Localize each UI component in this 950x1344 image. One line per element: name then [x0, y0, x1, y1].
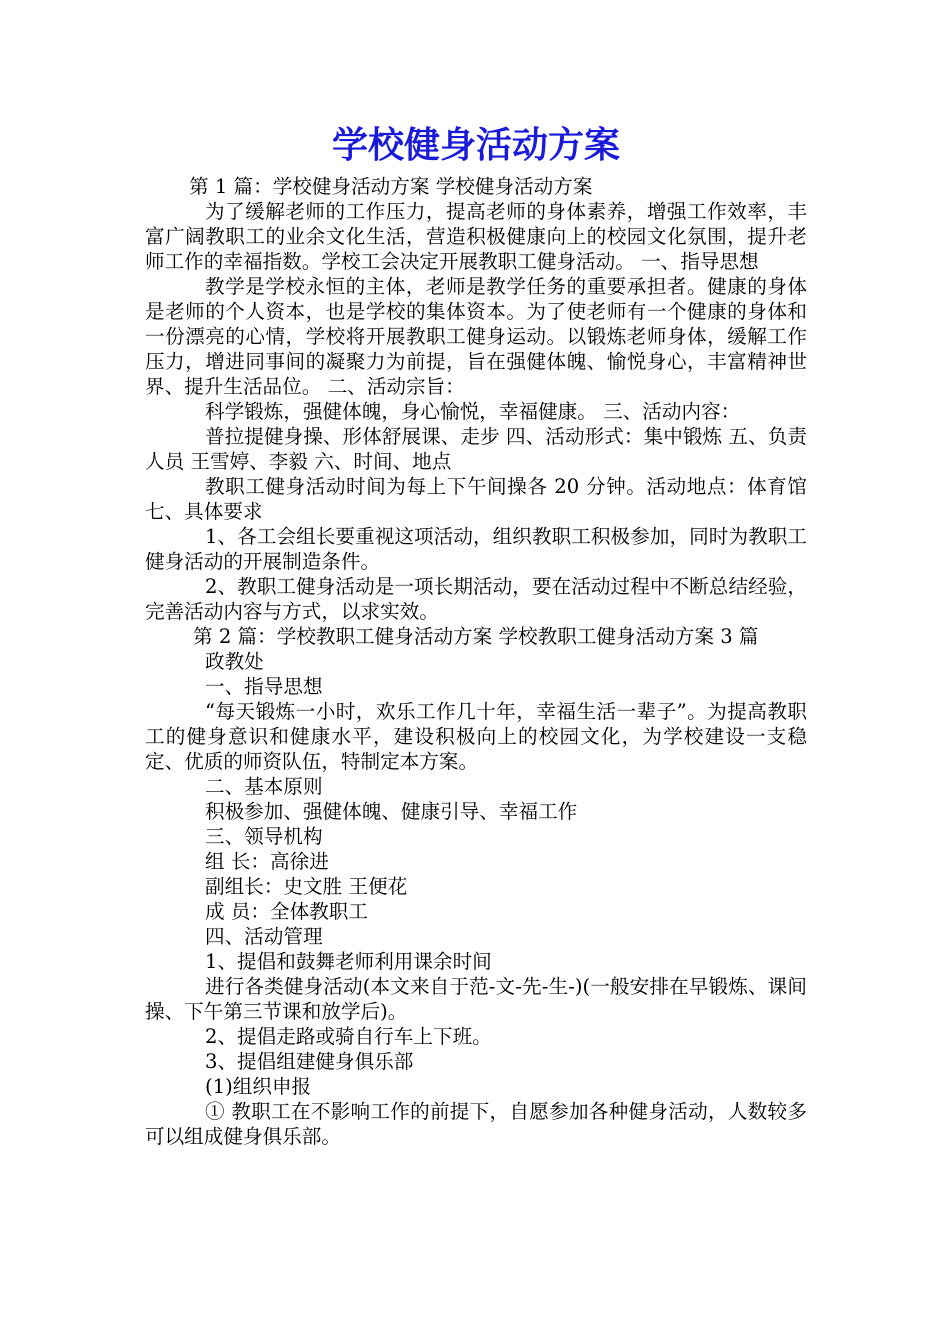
- paragraph: 积极参加、强健体魄、健康引导、幸福工作: [205, 800, 578, 823]
- paragraph: 进行各类健身活动(本文来自于范-文-先-生-)(一般安排在早锻炼、课间操、下午第三节课和放学后)。: [145, 975, 807, 1023]
- paragraph: 2、提倡走路或骑自行车上下班。: [205, 1025, 492, 1048]
- paragraph: 为了缓解老师的工作压力，提高老师的身体素养，增强工作效率，丰富广阔教职工的业余文化生活，营造积极健康向上的校园文化氛围，提升老师工作的幸福指数。学校工会决定开展教职工健身活动。 一、指导思想: [145, 200, 807, 273]
- paragraph: 成 员：全体教职工: [205, 900, 368, 923]
- paragraph: 教学是学校永恒的主体，老师是教学任务的重要承担者。健康的身体是老师的个人资本，也是学校的集体资本。为了使老师有一个健康的身体和一份漂亮的心情，学校将开展教职工健身运动。以锻炼老师身体，缓解工作压力，增进同事间的凝聚力为前提，旨在强健体魄、愉悦身心，丰富精神世界、提升生活品位。 二、活动宗旨：: [145, 275, 807, 398]
- paragraph: 3、提倡组建健身俱乐部: [205, 1050, 414, 1073]
- paragraph: “每天锻炼一小时，欢乐工作几十年，幸福生活一辈子”。为提高教职工的健身意识和健康水平，建设积极向上的校园文化，为学校建设一支稳定、优质的师资队伍，特制定本方案。: [145, 700, 807, 773]
- paragraph: 2、教职工健身活动是一项长期活动，要在活动过程中不断总结经验，完善活动内容与方式，以求实效。: [145, 575, 807, 623]
- paragraph: 第 1 篇：学校健身活动方案 学校健身活动方案: [189, 175, 593, 198]
- paragraph: 一、指导思想: [205, 675, 323, 698]
- paragraph: 四、活动管理: [205, 925, 323, 948]
- paragraph: 1、提倡和鼓舞老师利用课余时间: [205, 950, 492, 973]
- paragraph: 组 长：高徐进: [205, 850, 329, 873]
- paragraph: (1)组织申报: [205, 1075, 312, 1098]
- paragraph: 科学锻炼，强健体魄，身心愉悦，幸福健康。 三、活动内容：: [205, 400, 741, 423]
- paragraph: 政教处: [205, 650, 264, 673]
- paragraph: 二、基本原则: [205, 775, 323, 798]
- paragraph: 三、领导机构: [205, 825, 323, 848]
- paragraph: 普拉提健身操、形体舒展课、走步 四、活动形式：集中锻炼 五、负责人员 王雪婷、李毅 六、时间、地点: [145, 425, 807, 473]
- document-body: [145, 174, 807, 1149]
- paragraph: 第 2 篇：学校教职工健身活动方案 学校教职工健身活动方案 3 篇: [193, 625, 759, 648]
- paragraph: 教职工健身活动时间为每上下午间操各 20 分钟。活动地点：体育馆 七、具体要求: [145, 475, 807, 523]
- paragraph: 1、各工会组长要重视这项活动，组织教职工积极参加，同时为教职工健身活动的开展制造条件。: [145, 525, 807, 573]
- document-title: 学校健身活动方案: [331, 125, 620, 166]
- paragraph: ① 教职工在不影响工作的前提下，自愿参加各种健身活动，人数较多可以组成健身俱乐部。: [145, 1100, 807, 1148]
- paragraph: 副组长：史文胜 王便花: [205, 875, 408, 898]
- document-page: [145, 122, 807, 1149]
